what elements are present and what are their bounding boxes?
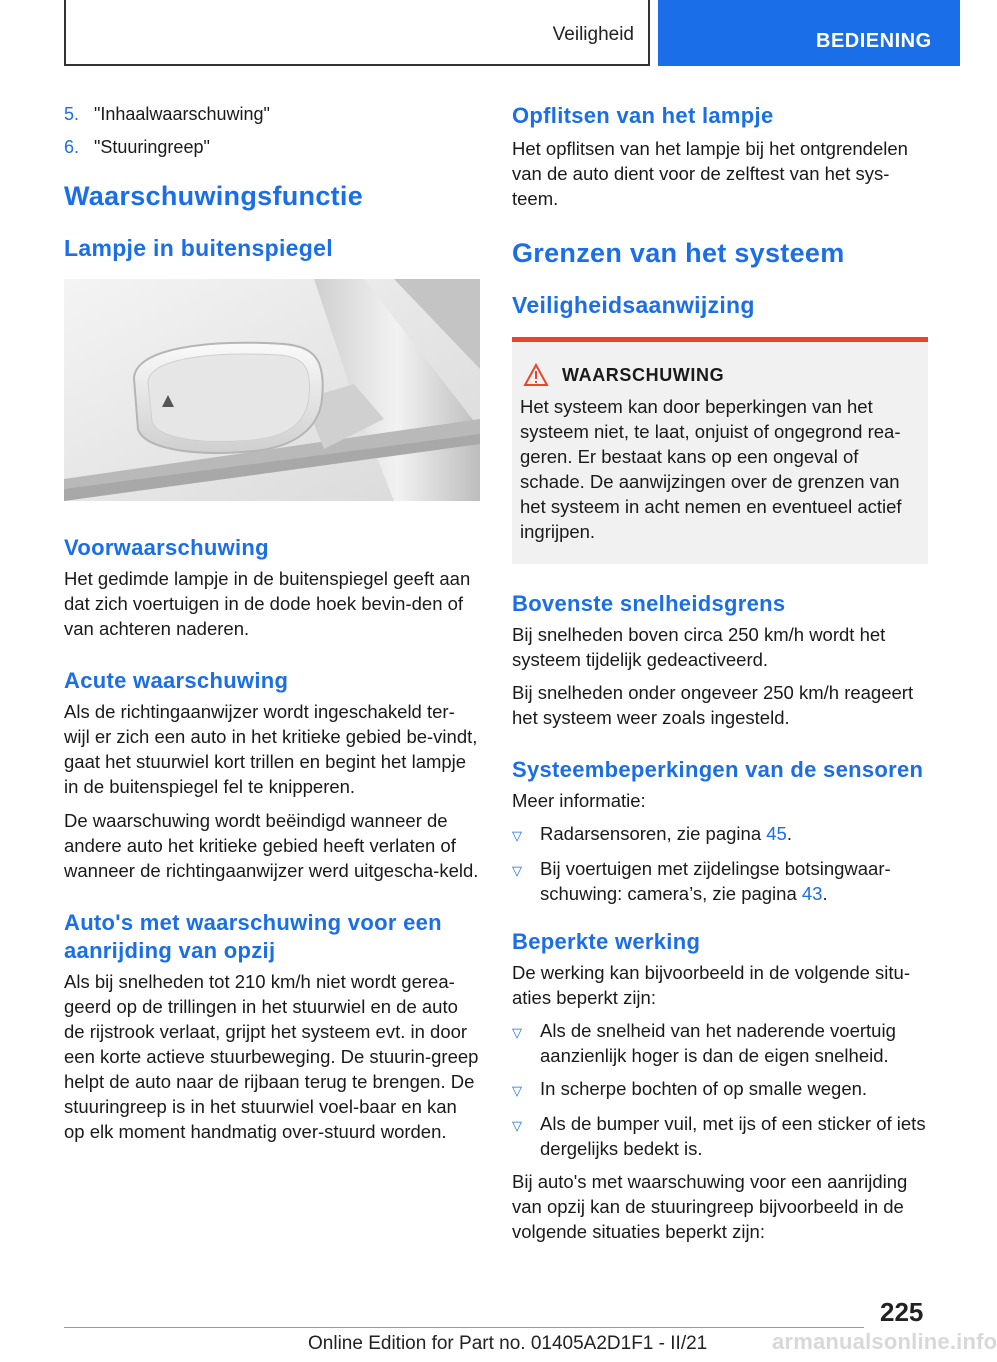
paragraph-more-info: Meer informatie: xyxy=(512,790,646,811)
triangle-bullet-icon: ▽ xyxy=(512,1118,522,1133)
heading-safety: Veiligheidsaanwijzing xyxy=(512,292,755,318)
watermark: armanualsonline.info xyxy=(772,1329,997,1354)
section-title: Veiligheid xyxy=(552,24,634,45)
warning-text: Het systeem kan door beperkingen van het systeem niet, te laat, onjuist of ongegrond rea-geren. Er bestaat kans op een ongeval of schade. De aanwijzingen over de grenzen van het systeem in acht nemen en eventueel actief ingrijpen. xyxy=(520,396,902,542)
edition-text: Online Edition for Part no. 01405A2D1F1 - II/21 xyxy=(308,1333,708,1354)
list-number: 6. xyxy=(64,137,80,157)
warning-triangle-icon xyxy=(524,364,548,386)
triangle-bullet-icon: ▽ xyxy=(512,828,522,843)
triangle-bullet-icon: ▽ xyxy=(512,1083,522,1098)
mirror-illustration xyxy=(64,279,480,501)
paragraph-acute-1: Als de richtingaanwijzer wordt ingeschakeld ter-wijl er zich een auto in het kritieke gebied be-vindt, gaat het stuurwiel kort trillen en begint het lampje in de buitenspiegel fel te knipperen. xyxy=(64,701,478,797)
bullet-text: In scherpe bochten of op smalle wegen. xyxy=(540,1078,868,1099)
paragraph-pre-warning: Het gedimde lampje in de buitenspiegel geeft aan dat zich voertuigen in de dode hoek bevin-den of van achteren naderen. xyxy=(64,568,471,639)
footer-divider xyxy=(64,1327,864,1328)
heading-limited-operation: Beperkte werking xyxy=(512,929,701,954)
list-item xyxy=(512,1018,928,1068)
bullet-text: Radarsensoren, zie pagina 45. xyxy=(540,823,792,844)
warning-header xyxy=(520,364,920,386)
list-item xyxy=(512,856,928,906)
warning-title: WAARSCHUWING xyxy=(562,364,725,385)
paragraph-acute-2: De waarschuwing wordt beëindigd wanneer de andere auto het kritieke gebied heeft verlaten of wanneer de richtingaanwijzer werd uitgescha-keld. xyxy=(64,810,479,881)
numbered-list xyxy=(64,102,480,159)
sensor-bullet-list xyxy=(512,821,928,906)
list-item xyxy=(512,1111,928,1161)
heading-side-collision: Auto's met waarschuwing voor een aanrijding van opzij xyxy=(64,910,442,963)
triangle-bullet-icon: ▽ xyxy=(512,1025,522,1040)
chapter-tab: BEDIENING xyxy=(658,0,960,66)
heading-flash: Opflitsen van het lampje xyxy=(512,103,774,128)
side-mirror-image xyxy=(64,279,480,501)
bullet-text: Als de bumper vuil, met ijs of een sticker of iets dergelijks bedekt is. xyxy=(540,1113,926,1159)
heading-system-limits: Grenzen van het systeem xyxy=(512,238,845,268)
bullet-text: Bij voertuigen met zijdelingse botsingwaar-schuwing: camera’s, zie pagina 43. xyxy=(540,858,891,904)
paragraph-limited: De werking kan bijvoorbeeld in de volgende situ-aties beperkt zijn: xyxy=(512,962,910,1008)
list-item xyxy=(64,135,480,159)
bullet-text: Als de snelheid van het naderende voertuig aanzienlijk hoger is dan de eigen snelheid. xyxy=(540,1020,896,1066)
heading-warning-function: Waarschuwingsfunctie xyxy=(64,181,364,211)
list-text: "Stuuringreep" xyxy=(94,137,210,157)
paragraph-flash: Het opflitsen van het lampje bij het ontgrendelen van de auto dient voor de zelftest van het sys-teem. xyxy=(512,138,908,209)
page-link-45[interactable]: 45 xyxy=(766,823,787,844)
list-item xyxy=(512,821,928,848)
list-text: "Inhaalwaarschuwing" xyxy=(94,104,270,124)
list-item xyxy=(512,1076,928,1103)
heading-pre-warning: Voorwaarschuwing xyxy=(64,535,269,560)
paragraph-speed-1: Bij snelheden boven circa 250 km/h wordt het systeem tijdelijk gedeactiveerd. xyxy=(512,624,886,670)
page-number: 225 xyxy=(880,1297,924,1327)
left-column xyxy=(64,102,480,1144)
paragraph-side-collision: Als bij snelheden tot 210 km/h niet wordt gerea-geerd op de trillingen in het stuurwiel en de auto de rijstrook verlaat, grijpt het systeem evt. in door een korte actieve stuurbeweging. De stuurin-greep helpt de auto naar de rijbaan terug te brengen. De stuuringreep is in het stuurwiel voel-baar en kan op elk moment handmatig over-stuurd worden. xyxy=(64,971,479,1142)
right-column xyxy=(512,102,928,1244)
heading-mirror-lamp: Lampje in buitenspiegel xyxy=(64,235,333,261)
paragraph-final: Bij auto's met waarschuwing voor een aanrijding van opzij kan de stuuringreep bijvoorbeeld in de volgende situaties beperkt zijn: xyxy=(512,1171,908,1242)
limited-bullet-list xyxy=(512,1018,928,1161)
bullet-label: Bij voertuigen met zijdelingse botsingwaar-schuwing: camera’s, zie pagina xyxy=(540,858,891,904)
heading-speed-limit: Bovenste snelheidsgrens xyxy=(512,591,786,616)
page-link-43[interactable]: 43 xyxy=(801,883,823,904)
triangle-bullet-icon: ▽ xyxy=(512,863,522,878)
list-item xyxy=(64,102,480,126)
bullet-label: Radarsensoren, zie pagina xyxy=(540,823,767,844)
header-frame xyxy=(64,0,650,66)
paragraph-speed-2: Bij snelheden onder ongeveer 250 km/h reageert het systeem weer zoals ingesteld. xyxy=(512,682,914,728)
heading-sensor-limits: Systeembeperkingen van de sensoren xyxy=(512,757,924,782)
list-number: 5. xyxy=(64,104,80,124)
heading-acute-warning: Acute waarschuwing xyxy=(64,668,289,693)
warning-box xyxy=(512,337,928,564)
